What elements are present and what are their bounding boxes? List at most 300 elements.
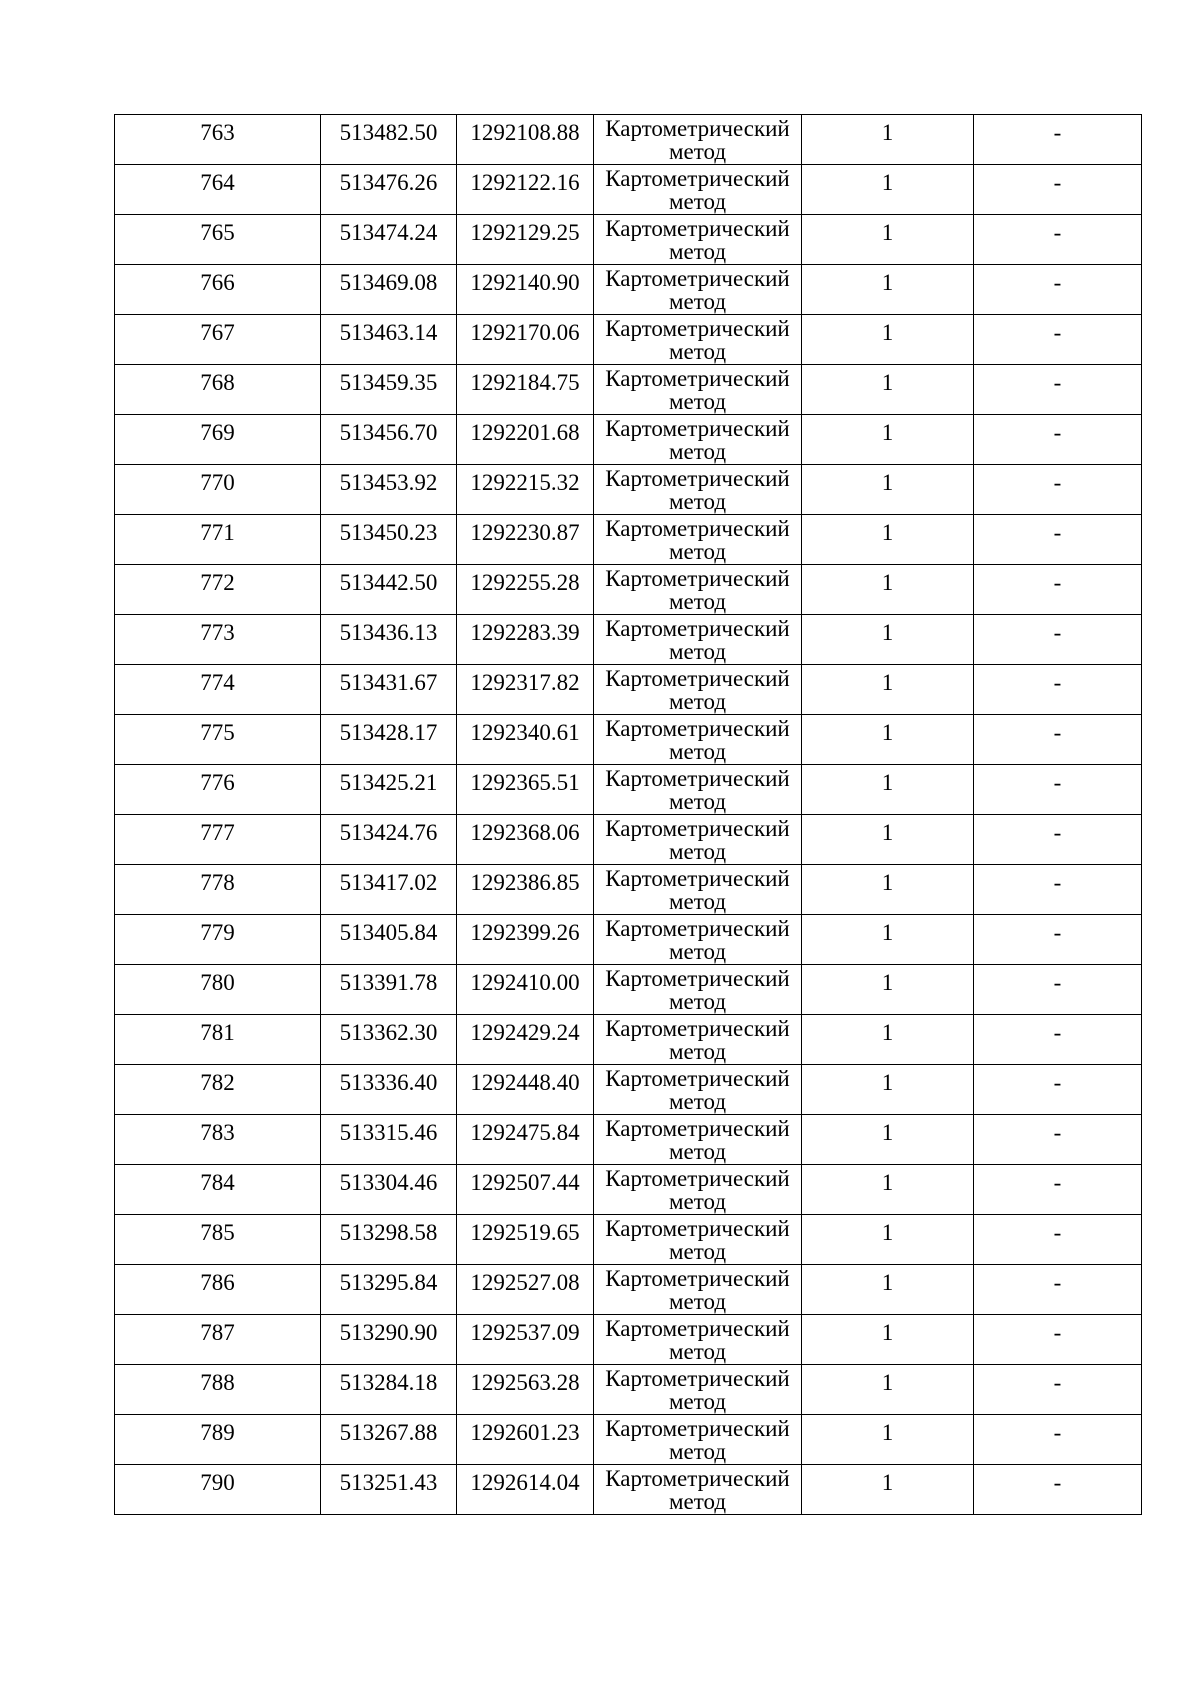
method-line-1: Картометрический — [605, 766, 790, 791]
method-line-2: метод — [668, 789, 727, 814]
method-line-2: метод — [668, 1039, 727, 1064]
table-row — [115, 515, 1142, 565]
point-number-cell — [115, 1065, 321, 1115]
method-line-2: метод — [668, 1089, 727, 1114]
method-line-2: метод — [668, 889, 727, 914]
method-line-1: Картометрический — [605, 966, 790, 991]
method-cell — [594, 865, 802, 915]
y-coordinate-cell-text: 1292317.82 — [470, 670, 580, 695]
point-number-cell — [115, 1265, 321, 1315]
table-row — [115, 665, 1142, 715]
point-number-cell — [115, 365, 321, 415]
method-text — [594, 1265, 801, 1314]
point-number-cell-text: 766 — [200, 270, 235, 295]
y-coordinate-cell-text: 1292283.39 — [470, 620, 580, 645]
y-coordinate-cell — [457, 915, 594, 965]
y-coordinate-cell — [457, 315, 594, 365]
table-row — [115, 1115, 1142, 1165]
x-coordinate-cell-text: 513362.30 — [339, 1020, 438, 1045]
note-cell-text: - — [1053, 170, 1062, 195]
accuracy-cell-text: 1 — [881, 570, 894, 595]
note-cell — [974, 1315, 1142, 1365]
accuracy-cell-text: 1 — [881, 470, 894, 495]
note-cell-text: - — [1053, 120, 1062, 145]
method-text — [594, 465, 801, 514]
point-number-cell — [115, 165, 321, 215]
note-cell — [974, 815, 1142, 865]
y-coordinate-cell — [457, 615, 594, 665]
x-coordinate-cell — [321, 1265, 457, 1315]
accuracy-cell — [802, 715, 974, 765]
y-coordinate-cell — [457, 765, 594, 815]
accuracy-cell — [802, 965, 974, 1015]
method-line-2: метод — [668, 1289, 727, 1314]
point-number-cell-text: 767 — [200, 320, 235, 345]
accuracy-cell — [802, 465, 974, 515]
note-cell-text: - — [1053, 1220, 1062, 1245]
method-text — [594, 1365, 801, 1414]
table-row — [115, 365, 1142, 415]
note-cell-text: - — [1053, 1470, 1062, 1495]
x-coordinate-cell — [321, 815, 457, 865]
table-row — [115, 1165, 1142, 1215]
accuracy-cell-text: 1 — [881, 1370, 894, 1395]
method-line-2: метод — [668, 389, 727, 414]
method-cell — [594, 465, 802, 515]
y-coordinate-cell-text: 1292184.75 — [470, 370, 580, 395]
accuracy-cell — [802, 515, 974, 565]
method-line-1: Картометрический — [605, 216, 790, 241]
accuracy-cell-text: 1 — [881, 720, 894, 745]
method-cell — [594, 1365, 802, 1415]
method-cell — [594, 165, 802, 215]
method-text — [594, 565, 801, 614]
point-number-cell — [115, 465, 321, 515]
point-number-cell — [115, 1115, 321, 1165]
method-line-1: Картометрический — [605, 1366, 790, 1391]
table-row — [115, 215, 1142, 265]
method-text — [594, 915, 801, 964]
method-text — [594, 615, 801, 664]
point-number-cell — [115, 515, 321, 565]
y-coordinate-cell-text: 1292537.09 — [470, 1320, 580, 1345]
note-cell — [974, 715, 1142, 765]
y-coordinate-cell — [457, 265, 594, 315]
point-number-cell-text: 777 — [200, 820, 235, 845]
accuracy-cell — [802, 215, 974, 265]
accuracy-cell-text: 1 — [881, 1120, 894, 1145]
point-number-cell — [115, 1315, 321, 1365]
point-number-cell — [115, 565, 321, 615]
method-text — [594, 1115, 801, 1164]
coordinates-table-body — [115, 115, 1142, 1515]
point-number-cell-text: 770 — [200, 470, 235, 495]
x-coordinate-cell — [321, 165, 457, 215]
x-coordinate-cell-text: 513251.43 — [339, 1470, 438, 1495]
point-number-cell-text: 774 — [200, 670, 235, 695]
y-coordinate-cell — [457, 1415, 594, 1465]
accuracy-cell-text: 1 — [881, 1020, 894, 1045]
x-coordinate-cell-text: 513474.24 — [339, 220, 438, 245]
point-number-cell — [115, 265, 321, 315]
x-coordinate-cell — [321, 465, 457, 515]
x-coordinate-cell-text: 513315.46 — [339, 1120, 438, 1145]
y-coordinate-cell — [457, 1065, 594, 1115]
x-coordinate-cell — [321, 515, 457, 565]
accuracy-cell-text: 1 — [881, 170, 894, 195]
note-cell — [974, 1265, 1142, 1315]
method-text — [594, 665, 801, 714]
note-cell — [974, 965, 1142, 1015]
x-coordinate-cell — [321, 315, 457, 365]
point-number-cell — [115, 1415, 321, 1465]
method-line-2: метод — [668, 1489, 727, 1514]
x-coordinate-cell — [321, 415, 457, 465]
accuracy-cell-text: 1 — [881, 1320, 894, 1345]
method-text — [594, 1065, 801, 1114]
accuracy-cell — [802, 1365, 974, 1415]
accuracy-cell — [802, 315, 974, 365]
table-row — [115, 1365, 1142, 1415]
note-cell-text: - — [1053, 270, 1062, 295]
point-number-cell — [115, 865, 321, 915]
x-coordinate-cell-text: 513476.26 — [339, 170, 438, 195]
method-text — [594, 1465, 801, 1514]
note-cell-text: - — [1053, 370, 1062, 395]
method-line-2: метод — [668, 639, 727, 664]
y-coordinate-cell-text: 1292448.40 — [470, 1070, 580, 1095]
table-row — [115, 565, 1142, 615]
y-coordinate-cell — [457, 1465, 594, 1515]
method-line-1: Картометрический — [605, 1216, 790, 1241]
note-cell — [974, 765, 1142, 815]
table-row — [115, 615, 1142, 665]
accuracy-cell — [802, 165, 974, 215]
method-cell — [594, 815, 802, 865]
x-coordinate-cell — [321, 615, 457, 665]
accuracy-cell — [802, 1065, 974, 1115]
method-line-2: метод — [668, 1439, 727, 1464]
method-line-1: Картометрический — [605, 516, 790, 541]
accuracy-cell-text: 1 — [881, 370, 894, 395]
x-coordinate-cell-text: 513459.35 — [339, 370, 438, 395]
method-cell — [594, 515, 802, 565]
method-line-2: метод — [668, 689, 727, 714]
accuracy-cell — [802, 115, 974, 165]
method-cell — [594, 1415, 802, 1465]
accuracy-cell-text: 1 — [881, 820, 894, 845]
table-row — [115, 1015, 1142, 1065]
x-coordinate-cell-text: 513304.46 — [339, 1170, 438, 1195]
y-coordinate-cell-text: 1292129.25 — [470, 220, 580, 245]
method-text — [594, 1315, 801, 1364]
y-coordinate-cell — [457, 1115, 594, 1165]
accuracy-cell-text: 1 — [881, 1270, 894, 1295]
accuracy-cell-text: 1 — [881, 120, 894, 145]
note-cell — [974, 865, 1142, 915]
x-coordinate-cell — [321, 1415, 457, 1465]
x-coordinate-cell-text: 513431.67 — [339, 670, 438, 695]
x-coordinate-cell-text: 513336.40 — [339, 1070, 438, 1095]
table-row — [115, 915, 1142, 965]
note-cell — [974, 1415, 1142, 1465]
accuracy-cell-text: 1 — [881, 770, 894, 795]
x-coordinate-cell — [321, 1165, 457, 1215]
method-line-2: метод — [668, 1389, 727, 1414]
point-number-cell — [115, 815, 321, 865]
note-cell — [974, 215, 1142, 265]
method-cell — [594, 565, 802, 615]
point-number-cell-text: 772 — [200, 570, 235, 595]
table-row — [115, 1215, 1142, 1265]
note-cell-text: - — [1053, 770, 1062, 795]
note-cell-text: - — [1053, 1270, 1062, 1295]
coordinates-table — [114, 114, 1142, 1515]
table-row — [115, 465, 1142, 515]
table-row — [115, 965, 1142, 1015]
method-line-2: метод — [668, 489, 727, 514]
point-number-cell — [115, 765, 321, 815]
point-number-cell-text: 764 — [200, 170, 235, 195]
table-row — [115, 115, 1142, 165]
x-coordinate-cell-text: 513284.18 — [339, 1370, 438, 1395]
point-number-cell — [115, 415, 321, 465]
accuracy-cell-text: 1 — [881, 1070, 894, 1095]
method-cell — [594, 1015, 802, 1065]
note-cell-text: - — [1053, 420, 1062, 445]
method-line-1: Картометрический — [605, 916, 790, 941]
method-line-1: Картометрический — [605, 566, 790, 591]
accuracy-cell — [802, 915, 974, 965]
x-coordinate-cell-text: 513298.58 — [339, 1220, 438, 1245]
note-cell — [974, 365, 1142, 415]
y-coordinate-cell — [457, 415, 594, 465]
y-coordinate-cell — [457, 965, 594, 1015]
method-line-2: метод — [668, 289, 727, 314]
method-line-2: метод — [668, 189, 727, 214]
x-coordinate-cell — [321, 715, 457, 765]
y-coordinate-cell — [457, 215, 594, 265]
method-cell — [594, 1115, 802, 1165]
accuracy-cell — [802, 815, 974, 865]
accuracy-cell — [802, 865, 974, 915]
method-text — [594, 365, 801, 414]
x-coordinate-cell-text: 513436.13 — [339, 620, 438, 645]
accuracy-cell — [802, 415, 974, 465]
x-coordinate-cell-text: 513456.70 — [339, 420, 438, 445]
y-coordinate-cell-text: 1292122.16 — [470, 170, 580, 195]
method-cell — [594, 215, 802, 265]
x-coordinate-cell-text: 513469.08 — [339, 270, 438, 295]
method-line-2: метод — [668, 1139, 727, 1164]
method-line-1: Картометрический — [605, 1116, 790, 1141]
accuracy-cell — [802, 365, 974, 415]
method-text — [594, 765, 801, 814]
note-cell-text: - — [1053, 1070, 1062, 1095]
y-coordinate-cell-text: 1292140.90 — [470, 270, 580, 295]
method-line-1: Картометрический — [605, 1416, 790, 1441]
method-line-1: Картометрический — [605, 116, 790, 141]
method-text — [594, 1165, 801, 1214]
table-row — [115, 265, 1142, 315]
point-number-cell-text: 786 — [200, 1270, 235, 1295]
x-coordinate-cell-text: 513295.84 — [339, 1270, 438, 1295]
accuracy-cell — [802, 765, 974, 815]
y-coordinate-cell-text: 1292614.04 — [470, 1470, 580, 1495]
method-text — [594, 815, 801, 864]
method-text — [594, 115, 801, 164]
x-coordinate-cell — [321, 1315, 457, 1365]
method-text — [594, 215, 801, 264]
method-line-2: метод — [668, 939, 727, 964]
method-text — [594, 165, 801, 214]
method-line-2: метод — [668, 739, 727, 764]
method-line-1: Картометрический — [605, 1066, 790, 1091]
y-coordinate-cell-text: 1292475.84 — [470, 1120, 580, 1145]
x-coordinate-cell — [321, 365, 457, 415]
note-cell-text: - — [1053, 820, 1062, 845]
point-number-cell — [115, 315, 321, 365]
note-cell-text: - — [1053, 870, 1062, 895]
method-line-2: метод — [668, 439, 727, 464]
point-number-cell — [115, 215, 321, 265]
accuracy-cell — [802, 1165, 974, 1215]
accuracy-cell — [802, 565, 974, 615]
method-cell — [594, 1215, 802, 1265]
y-coordinate-cell — [457, 165, 594, 215]
note-cell — [974, 1165, 1142, 1215]
y-coordinate-cell-text: 1292507.44 — [470, 1170, 580, 1195]
method-line-1: Картометрический — [605, 866, 790, 891]
x-coordinate-cell — [321, 1215, 457, 1265]
y-coordinate-cell — [457, 1365, 594, 1415]
y-coordinate-cell — [457, 715, 594, 765]
note-cell — [974, 415, 1142, 465]
method-cell — [594, 965, 802, 1015]
x-coordinate-cell-text: 513428.17 — [339, 720, 438, 745]
point-number-cell-text: 784 — [200, 1170, 235, 1195]
accuracy-cell-text: 1 — [881, 220, 894, 245]
x-coordinate-cell-text: 513417.02 — [339, 870, 438, 895]
y-coordinate-cell — [457, 1165, 594, 1215]
method-text — [594, 515, 801, 564]
accuracy-cell — [802, 1215, 974, 1265]
table-row — [115, 1465, 1142, 1515]
method-cell — [594, 1165, 802, 1215]
method-text — [594, 865, 801, 914]
y-coordinate-cell — [457, 515, 594, 565]
note-cell — [974, 665, 1142, 715]
method-line-2: метод — [668, 989, 727, 1014]
accuracy-cell — [802, 615, 974, 665]
method-text — [594, 1015, 801, 1064]
y-coordinate-cell-text: 1292429.24 — [470, 1020, 580, 1045]
note-cell-text: - — [1053, 320, 1062, 345]
note-cell — [974, 1215, 1142, 1265]
y-coordinate-cell-text: 1292519.65 — [470, 1220, 580, 1245]
x-coordinate-cell-text: 513453.92 — [339, 470, 438, 495]
note-cell-text: - — [1053, 920, 1062, 945]
accuracy-cell — [802, 1465, 974, 1515]
accuracy-cell-text: 1 — [881, 1220, 894, 1245]
y-coordinate-cell-text: 1292215.32 — [470, 470, 580, 495]
point-number-cell — [115, 915, 321, 965]
point-number-cell-text: 776 — [200, 770, 235, 795]
x-coordinate-cell — [321, 665, 457, 715]
note-cell — [974, 515, 1142, 565]
method-text — [594, 1415, 801, 1464]
accuracy-cell-text: 1 — [881, 420, 894, 445]
method-line-2: метод — [668, 539, 727, 564]
method-line-1: Картометрический — [605, 616, 790, 641]
method-cell — [594, 1315, 802, 1365]
point-number-cell-text: 775 — [200, 720, 235, 745]
point-number-cell-text: 782 — [200, 1070, 235, 1095]
x-coordinate-cell-text: 513450.23 — [339, 520, 438, 545]
x-coordinate-cell-text: 513424.76 — [339, 820, 438, 845]
y-coordinate-cell-text: 1292255.28 — [470, 570, 580, 595]
note-cell-text: - — [1053, 970, 1062, 995]
x-coordinate-cell — [321, 765, 457, 815]
point-number-cell-text: 779 — [200, 920, 235, 945]
x-coordinate-cell-text: 513391.78 — [339, 970, 438, 995]
method-cell — [594, 1065, 802, 1115]
table-row — [115, 1065, 1142, 1115]
y-coordinate-cell-text: 1292365.51 — [470, 770, 580, 795]
method-line-2: метод — [668, 589, 727, 614]
note-cell — [974, 1465, 1142, 1515]
accuracy-cell-text: 1 — [881, 320, 894, 345]
accuracy-cell-text: 1 — [881, 620, 894, 645]
x-coordinate-cell-text: 513482.50 — [339, 120, 438, 145]
x-coordinate-cell — [321, 1365, 457, 1415]
x-coordinate-cell — [321, 965, 457, 1015]
x-coordinate-cell — [321, 915, 457, 965]
accuracy-cell-text: 1 — [881, 670, 894, 695]
y-coordinate-cell-text: 1292399.26 — [470, 920, 580, 945]
method-line-1: Картометрический — [605, 366, 790, 391]
note-cell — [974, 315, 1142, 365]
note-cell — [974, 615, 1142, 665]
accuracy-cell — [802, 1415, 974, 1465]
y-coordinate-cell — [457, 665, 594, 715]
point-number-cell — [115, 1365, 321, 1415]
point-number-cell-text: 783 — [200, 1120, 235, 1145]
table-row — [115, 765, 1142, 815]
note-cell — [974, 115, 1142, 165]
note-cell-text: - — [1053, 1020, 1062, 1045]
table-row — [115, 1415, 1142, 1465]
note-cell-text: - — [1053, 470, 1062, 495]
x-coordinate-cell — [321, 115, 457, 165]
accuracy-cell — [802, 1315, 974, 1365]
x-coordinate-cell-text: 513463.14 — [339, 320, 438, 345]
point-number-cell — [115, 1465, 321, 1515]
x-coordinate-cell-text: 513290.90 — [339, 1320, 438, 1345]
method-cell — [594, 765, 802, 815]
method-line-2: метод — [668, 239, 727, 264]
y-coordinate-cell-text: 1292410.00 — [470, 970, 580, 995]
note-cell — [974, 1115, 1142, 1165]
point-number-cell — [115, 115, 321, 165]
note-cell — [974, 465, 1142, 515]
note-cell-text: - — [1053, 220, 1062, 245]
y-coordinate-cell — [457, 365, 594, 415]
method-cell — [594, 265, 802, 315]
accuracy-cell-text: 1 — [881, 1470, 894, 1495]
note-cell — [974, 915, 1142, 965]
accuracy-cell — [802, 1265, 974, 1315]
